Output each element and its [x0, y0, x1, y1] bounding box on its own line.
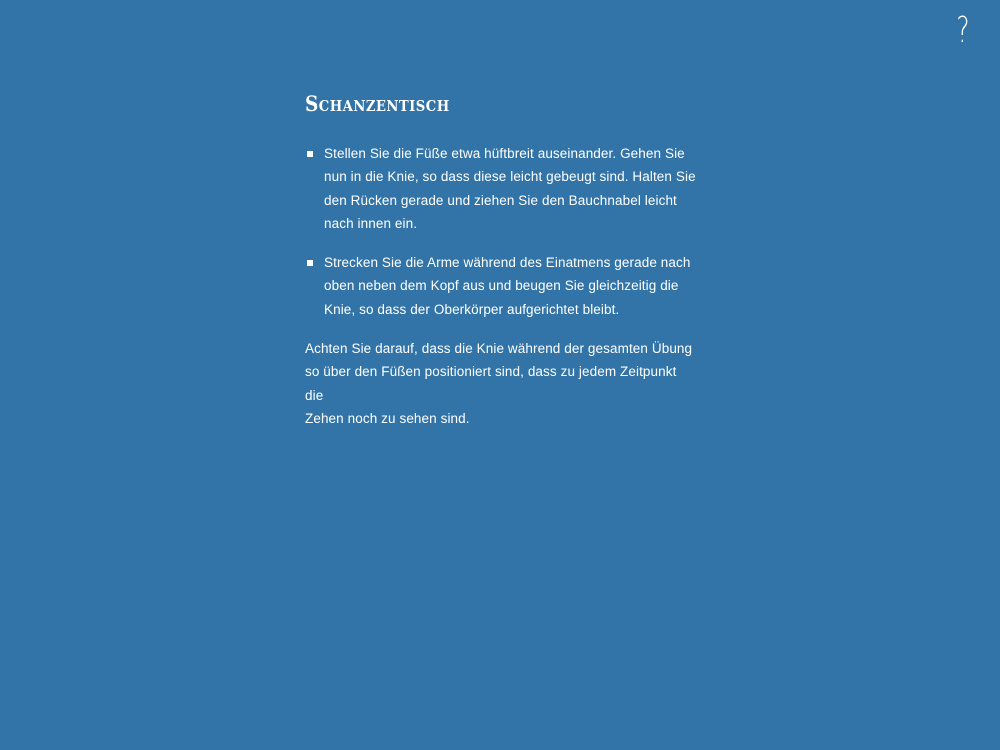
bullet-marker-icon — [307, 151, 313, 157]
instruction-step — [305, 251, 697, 321]
exercise-note — [305, 337, 697, 430]
text-line: oben neben dem Kopf aus und beugen Sie gleichzeitig die — [324, 278, 679, 294]
instruction-text — [324, 251, 697, 321]
instruction-list — [305, 142, 697, 321]
bullet-marker-icon — [307, 260, 313, 266]
text-line: Achten Sie darauf, dass die Knie während der gesamten Übung — [305, 341, 693, 357]
text-line: so über den Füßen positioniert sind, dass zu jedem Zeitpunkt die — [305, 364, 677, 403]
text-line: Knie, so dass der Oberkörper aufgerichtet bleibt. — [324, 301, 620, 317]
text-line: Zehen noch zu sehen sind. — [305, 410, 470, 426]
exercise-title: Schanzentisch — [305, 91, 450, 116]
text-line: den Rücken gerade und ziehen Sie den Bauchnabel leicht — [324, 192, 677, 208]
text-line: Stellen Sie die Füße etwa hüftbreit auseinander. Gehen Sie — [324, 146, 685, 161]
instruction-text — [324, 142, 697, 235]
text-line: nun in die Knie, so dass diese leicht gebeugt sind. Halten Sie — [324, 169, 696, 185]
exercise-panel — [305, 88, 697, 430]
text-line: Strecken Sie die Arme während des Einatmens gerade nach — [324, 255, 691, 271]
instruction-step — [305, 142, 697, 235]
help-button[interactable]: ? — [956, 10, 970, 51]
text-line: nach innen ein. — [324, 215, 418, 231]
